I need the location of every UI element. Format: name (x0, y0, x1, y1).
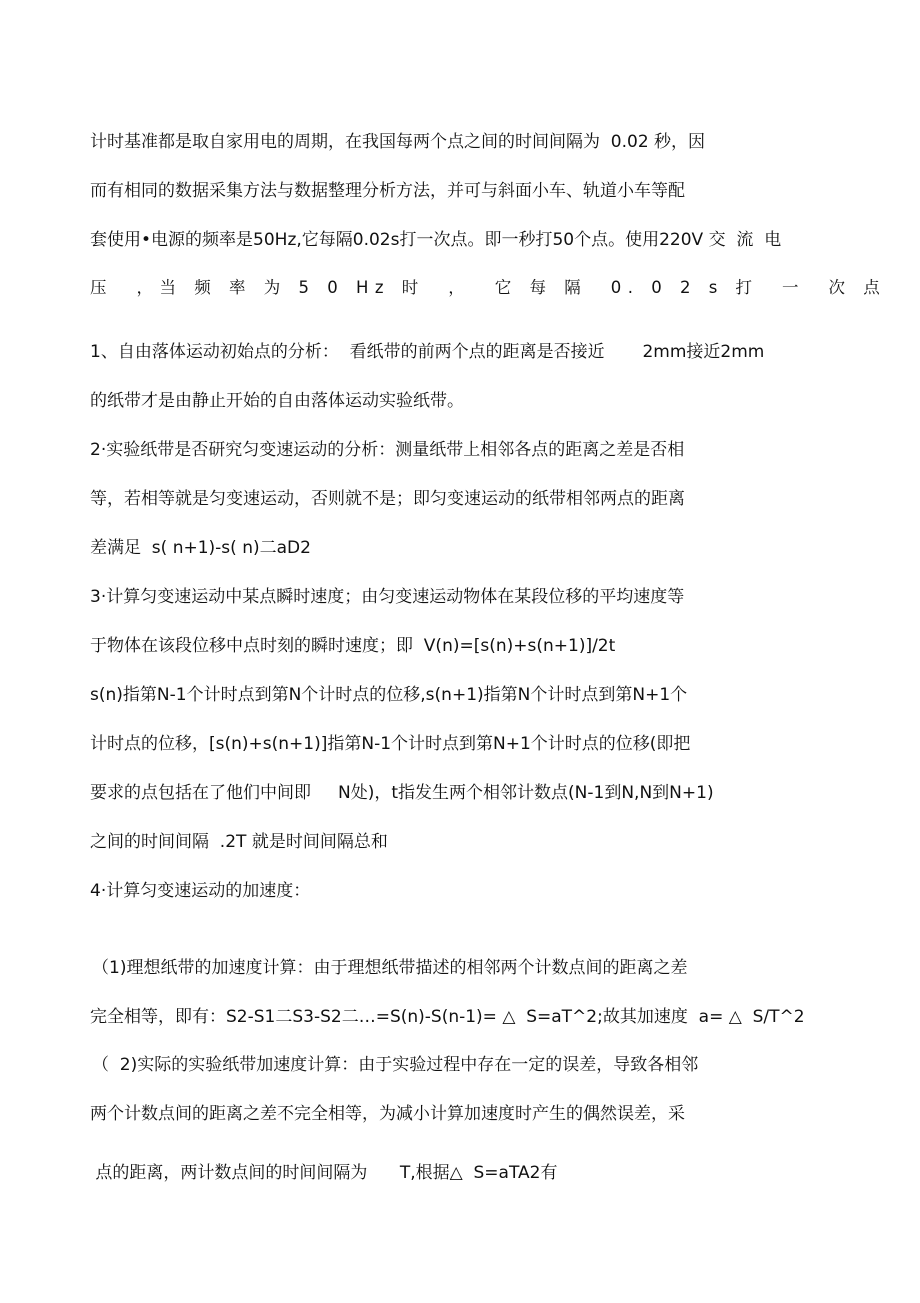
text-line-1: 计时基准都是取自家用电的周期，在我国每两个点之间的时间间隔为 0.02 秒，因 (90, 132, 706, 152)
text-line-6: 的纸带才是由静止开始的自由落体运动实验纸带。 (90, 391, 464, 411)
text-line-10: 3·计算匀变速运动中某点瞬时速度；由匀变速运动物体在某段位移的平均速度等 (90, 587, 685, 607)
text-line-12: s(n)指第N-1个计时点到第N个计时点的位移,s(n+1)指第N个计时点到第N+1个 (90, 685, 688, 705)
text-line-16: 4·计算匀变速运动的加速度： (90, 881, 311, 901)
text-line-2: 而有相同的数据采集方法与数据整理分析方法，并可与斜面小车、轨道小车等配 (90, 181, 685, 201)
text-line-17: （1)理想纸带的加速度计算：由于理想纸带描述的相邻两个计数点间的距离之差 (92, 958, 688, 978)
text-line-14: 要求的点包括在了他们中间即 N处)，t指发生两个相邻计数点(N-1到N,N到N+1) (90, 783, 714, 803)
text-line-18: 完全相等，即有：S2-S1二S3-S2二…=S(n)-S(n-1)= △ S=aT^2;故其加速度 a= △ S/T^2 (90, 1007, 805, 1027)
text-line-5: 1、自由落体运动初始点的分析： 看纸带的前两个点的距离是否接近 2mm接近2mm (90, 342, 765, 362)
text-line-13: 计时点的位移，[s(n)+s(n+1)]指第N-1个计时点到第N+1个计时点的位移(即把 (90, 734, 691, 754)
text-line-3: 套使用•电源的频率是50Hz,它每隔0.02s打一次点。即一秒打50个点。使用220V 交 流 电 (90, 230, 782, 250)
text-line-19: （ 2)实际的实验纸带加速度计算：由于实验过程中存在一定的误差，导致各相邻 (92, 1055, 699, 1075)
text-line-21: 点的距离，两计数点间的时间间隔为 T,根据△ S=aTA2有 (90, 1163, 558, 1183)
text-line-9: 差满足 s( n+1)-s( n)二aD2 (90, 538, 311, 558)
text-line-15: 之间的时间间隔 .2T 就是时间间隔总和 (90, 832, 388, 852)
text-line-20: 两个计数点间的距离之差不完全相等，为减小计算加速度时产生的偶然误差，采 (90, 1104, 685, 1124)
text-line-11: 于物体在该段位移中点时刻的瞬时速度；即 V(n)=[s(n)+s(n+1)]/2t (90, 636, 616, 656)
text-line-4: 压 ，当 频 率 为 5 0 Hz 时 ， 它 每 隔 0. 0 2 s 打 一 次 点 (90, 278, 887, 297)
text-line-7: 2·实验纸带是否研究匀变速运动的分析：测量纸带上相邻各点的距离之差是否相 (90, 440, 685, 460)
text-line-8: 等，若相等就是匀变速运动，否则就不是；即匀变速运动的纸带相邻两点的距离 (90, 489, 685, 509)
